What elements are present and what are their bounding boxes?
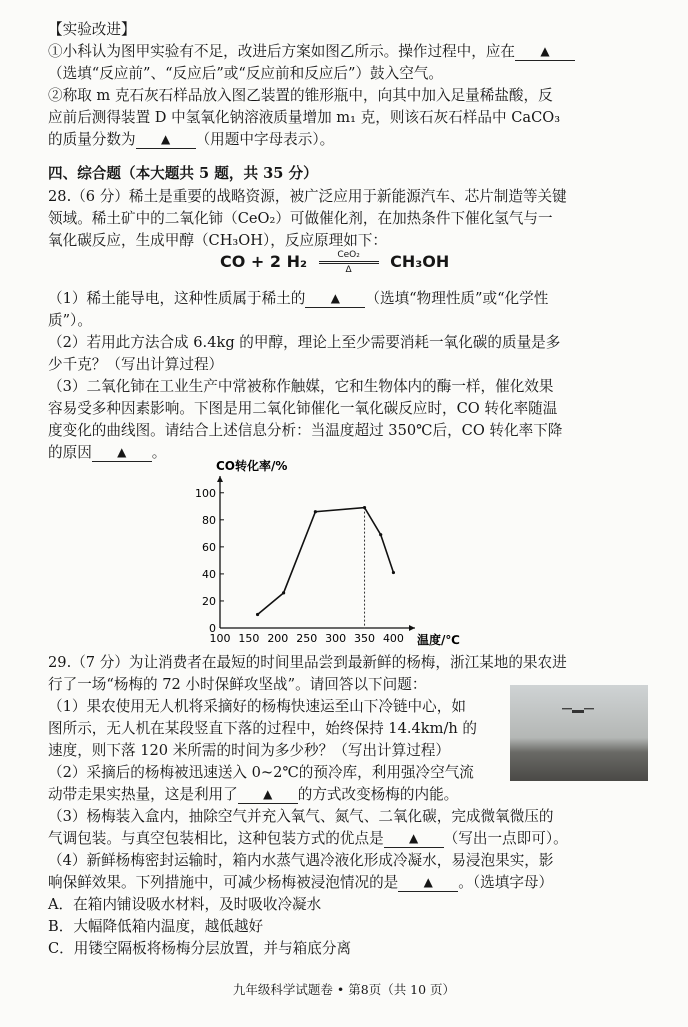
q29-option-c: C．用镂空隔板将杨梅分层放置，并与箱底分离 (48, 940, 352, 957)
improve-line-5: 的质量分数为 ▲ （用题中字母表示）。 (48, 131, 335, 148)
equation-arrow (319, 250, 379, 275)
data-point (314, 510, 317, 513)
reaction-equation (220, 250, 449, 275)
x-tick-label: 350 (354, 632, 376, 645)
q29-part1-line-1: （1）果农使用无人机将采摘好的杨梅快速运至山下冷链中心，如 (48, 698, 466, 715)
equation-catalyst: CeO₂ (337, 250, 360, 260)
q28-part3-line-4: 的原因 ▲ 。 (48, 444, 167, 461)
section-4-title: 四、综合题（本大题共 5 题，共 35 分） (48, 165, 318, 182)
answer-blank: ▲ (92, 445, 152, 462)
x-tick-label: 400 (382, 632, 404, 645)
q28-part1-line-1: （1）稀土能导电，这种性质属于稀土的 ▲ （选填“物理性质”或“化学性 (48, 290, 549, 307)
equation-product: CH₃OH (390, 252, 450, 271)
co-conversion-chart (190, 458, 470, 648)
x-axis-arrow (409, 625, 415, 631)
q29-part2-line-2: 动带走果实热量，这是利用了 ▲ 的方式改变杨梅的内能。 (48, 786, 459, 803)
q28-part3-line-2: 容易受多种因素影响。下图是用二氧化铈催化一氧化碳反应时，CO 转化率随温 (48, 400, 558, 417)
x-tick-label: 100 (209, 632, 231, 645)
answer-blank: ▲ (305, 291, 365, 308)
q28-line-3: 氧化碳反应，生成甲醇（CH₃OH），反应原理如下： (48, 232, 388, 249)
x-tick-label: 250 (296, 632, 318, 645)
improve-line-3: ②称取 m 克石灰石样品放入图乙装置的锥形瓶中，向其中加入足量稀盐酸，反 (48, 87, 553, 104)
y-tick-label: 40 (202, 567, 216, 581)
equation-reactants: CO + 2 H₂ (220, 252, 307, 271)
answer-blank: ▲ (238, 787, 298, 804)
answer-blank: ▲ (398, 875, 458, 892)
data-point (379, 533, 382, 536)
x-tick-label: 300 (325, 632, 347, 645)
improve-line-4: 应前后测得装置 D 中氢氧化钠溶液质量增加 m₁ 克，则该石灰石样品中 CaCO₃ (48, 109, 561, 126)
q29-part1-line-2: 图所示，无人机在某段竖直下落的过程中，始终保持 14.4km/h 的 (48, 720, 478, 737)
y-tick-label: 60 (202, 540, 216, 554)
y-tick-label: 0 (209, 622, 216, 635)
drone-photo (510, 685, 648, 781)
q29-part4-line-1: （4）新鲜杨梅密封运输时，箱内水蒸气遇冷液化形成冷凝水，易浸泡果实，影 (48, 852, 554, 869)
conversion-line (258, 508, 394, 615)
q28-part1-line-2: 质”）。 (48, 312, 92, 329)
page-footer: 九年级科学试题卷 • 第8页（共 10 页） (232, 982, 456, 997)
q29-part4-line-2: 响保鲜效果。下列措施中，可减少杨梅被浸泡情况的是 ▲ 。（选填字母） (48, 874, 554, 891)
x-axis-label: 温度/℃ (417, 633, 460, 647)
answer-blank: ▲ (136, 132, 196, 149)
improve-line-2: （选填“反应前”、“反应后”或“反应前和反应后”）鼓入空气。 (48, 65, 444, 82)
y-tick-label: 20 (202, 594, 216, 608)
q28-part2-line-1: （2）若用此方法合成 6.4kg 的甲醇，理论上至少需要消耗一氧化碳的质量是多 (48, 334, 561, 351)
drone-icon (562, 707, 594, 714)
q29-part3-line-2: 气调包装。与真空包装相比，这种包装方式的优点是 ▲ （写出一点即可）。 (48, 830, 568, 847)
q28-line-2: 领域。稀土矿中的二氧化铈（CeO₂）可做催化剂，在加热条件下催化氢气与一 (48, 210, 553, 227)
answer-blank: ▲ (515, 44, 575, 61)
equation-condition: Δ (345, 265, 352, 275)
y-axis-arrow (217, 476, 223, 482)
q29-part3-line-1: （3）杨梅装入盒内，抽除空气并充入氧气、氮气、二氧化碳，完成微氧微压的 (48, 808, 554, 825)
y-tick-label: 100 (195, 486, 216, 500)
q28-part3-line-3: 度变化的曲线图。请结合上述信息分析：当温度超过 350℃后，CO 转化率下降 (48, 422, 563, 439)
q29-option-b: B．大幅降低箱内温度，越低越好 (48, 918, 264, 935)
y-tick-label: 80 (202, 513, 216, 527)
y-axis-label: CO转化率/% (216, 459, 288, 473)
q28-part2-line-2: 少千克？（写出计算过程） (48, 356, 224, 373)
q29-part1-line-3: 速度，则下落 120 米所需的时间为多少秒？（写出计算过程） (48, 742, 450, 759)
q28-line-1: 28.（6 分）稀土是重要的战略资源，被广泛应用于新能源汽车、芯片制造等关键 (48, 188, 567, 205)
answer-blank: ▲ (384, 831, 444, 848)
x-tick-label: 150 (238, 632, 260, 645)
data-point (256, 613, 259, 616)
q29-line-1: 29.（7 分）为让消费者在最短的时间里品尝到最新鲜的杨梅，浙江某地的果农进 (48, 654, 567, 671)
q29-part2-line-1: （2）采摘后的杨梅被迅速送入 0~2℃的预冷库，利用强冷空气流 (48, 764, 474, 781)
q29-line-2: 行了一场“杨梅的 72 小时保鲜攻坚战”。请回答以下问题： (48, 676, 427, 693)
data-point (392, 571, 395, 574)
data-point (282, 591, 285, 594)
q29-option-a: A．在箱内铺设吸水材料，及时吸收冷凝水 (48, 896, 322, 913)
q28-part3-line-1: （3）二氧化铈在工业生产中常被称作触媒，它和生物体内的酶一样，催化效果 (48, 378, 554, 395)
data-point (363, 506, 366, 509)
section-improve-title: 【实验改进】 (48, 21, 136, 38)
x-tick-label: 200 (267, 632, 289, 645)
improve-line-1: ①小科认为图甲实验有不足，改进后方案如图乙所示。操作过程中，应在 ▲ (48, 42, 575, 62)
